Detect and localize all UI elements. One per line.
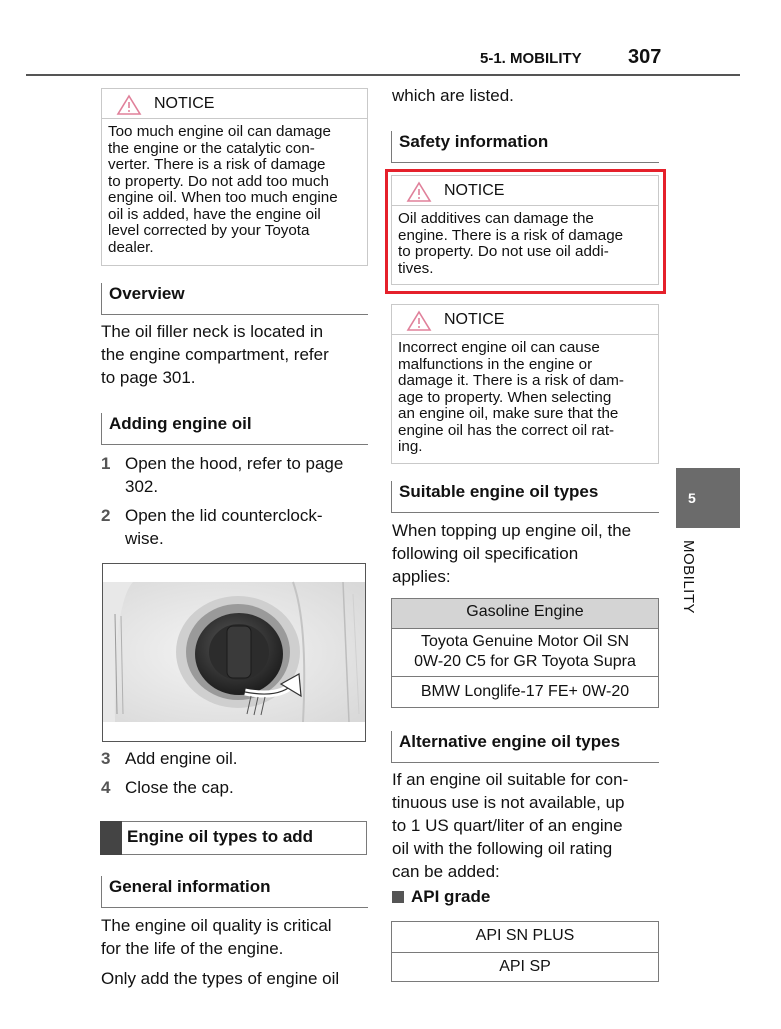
heading-general-information: General information [101,876,368,908]
highlight-frame [385,169,666,294]
notice-line: Too much engine oil can damage [108,123,331,140]
chapter-number: 5 [688,490,696,506]
general-info-text: The engine oil quality is critical for the life of the engine. [101,916,332,958]
notice-line: tives. [398,259,434,277]
section-title: 5-1. MOBILITY [480,50,582,67]
step-number: 3 [101,749,111,768]
heading-suitable-engine-oil-types: Suitable engine oil types [391,481,659,513]
step-text: Close the cap. [125,778,234,797]
notice-line: to property. Do not use oil addi- [398,243,609,260]
notice-line: verter. There is a risk of damage [108,156,326,173]
notice-line: Oil additives can damage the [398,210,594,227]
notice-line: age to property. When selecting [398,388,612,406]
heading-alternative-engine-oil-types: Alternative engine oil types [391,731,659,763]
chapter-heading-marker [100,821,122,855]
chapter-heading: Engine oil types to add [122,821,367,855]
heading-safety-information: Safety information [391,131,659,163]
notice-incorrect-oil [391,304,659,464]
warning-triangle-icon [406,310,432,332]
notice-body [398,340,652,456]
chapter-tab[interactable] [676,468,740,528]
page-number: 307 [628,46,662,68]
page-reference[interactable]: to page 301. [101,368,196,387]
heading-overview: Overview [101,283,368,315]
alternative-oil-text: If an engine oil suitable for con- tinuous use is not available, up to 1 US quart/liter of an engine oil with the following oil rating can be added: [392,770,629,881]
oil-specification-table [391,598,659,708]
notice-line: damage it. There is a risk of dam- [398,372,624,389]
step-text: Add engine oil. [125,749,238,768]
header-rule [26,74,740,76]
chapter-tab-label: MOBILITY [680,540,697,615]
warning-triangle-icon [116,94,142,116]
notice-title: NOTICE [444,311,505,328]
table-row: API SP [392,952,658,982]
notice-engine-oil-overfill [101,88,368,266]
step-number: 2 [101,506,111,525]
square-bullet-icon [392,891,404,903]
notice-line: ing. [398,438,423,455]
table-row: BMW Longlife-17 FE+ 0W-20 [392,676,658,708]
notice-line: an engine oil, make sure that the [398,405,619,422]
oil-cap-illustration [103,564,366,742]
notice-line: level corrected by your Toyota [108,222,310,239]
oil-filler-cap-image [102,563,366,742]
notice-line: engine oil. When too much engine [108,189,338,206]
notice-line: malfunctions in the engine or [398,355,593,373]
notice-line: oil is added, have the engine oil [108,205,321,223]
suitable-oil-text: When topping up engine oil, the following oil specification applies: [392,521,632,586]
notice-header [392,305,658,335]
notice-body [108,124,361,256]
notice-line: engine oil has the correct oil rat- [398,421,615,439]
notice-line: dealer. [108,238,154,256]
table-header-cell: Gasoline Engine [392,599,658,628]
continuation-text: which are listed. [392,86,514,105]
overview-text: The oil filler neck is located in the engine compartment, refer to page 301. [101,320,371,389]
notice-line: engine. There is a risk of damage [398,226,624,244]
notice-line: Incorrect engine oil can cause [398,339,600,356]
step-text: Open the lid counterclock- wise. [125,506,323,548]
notice-line: the engine or the catalytic con- [108,139,315,157]
api-grade-label: API grade [411,887,491,906]
api-grade-table [391,921,659,982]
general-info-text-2: Only add the types of engine oil [101,969,340,988]
table-row: API SN PLUS [475,927,575,944]
step-number: 4 [101,778,111,797]
notice-line: to property. Do not add too much [108,172,329,190]
step-number: 1 [101,454,111,473]
notice-header [102,89,367,119]
notice-title: NOTICE [444,182,505,199]
step-text: Open the hood, refer to page 302. [125,454,344,496]
notice-title: NOTICE [154,95,215,112]
table-row: Toyota Genuine Motor Oil SN 0W-20 C5 for GR Toyota Supra [392,628,658,676]
heading-adding-engine-oil: Adding engine oil [101,413,368,445]
